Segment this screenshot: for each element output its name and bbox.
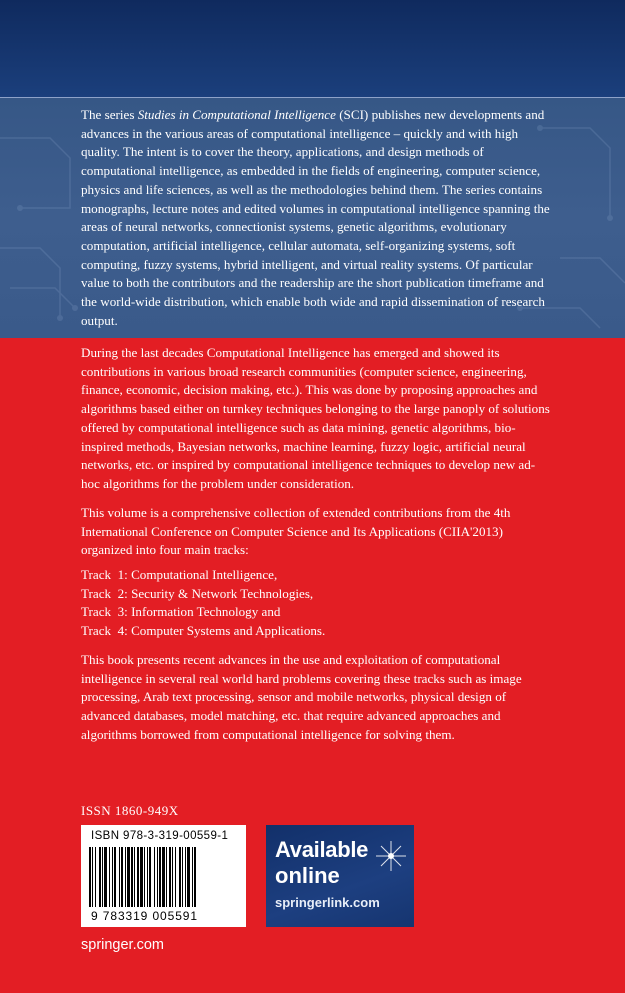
- top-band: [0, 0, 625, 97]
- track-item: Track 4: Computer Systems and Applications.: [81, 623, 326, 639]
- available-label: Available: [275, 837, 369, 862]
- isbn-number: ISBN 978-3-319-00559-1: [91, 830, 229, 842]
- description-paragraph-2: This volume is a comprehensive collection of extended contributions from the 4th International Conference on Computer Science and Its Applications (CIIA'2013) organized into four main tracks:: [81, 505, 511, 558]
- issn-number: ISSN 1860-949X: [81, 803, 179, 818]
- series-description-panel: [0, 98, 625, 338]
- barcode: [81, 825, 246, 927]
- description-paragraph-1: During the last decades Computational Intelligence has emerged and showed its contributions in various broad research communities (computer science, engineering, finance, economic, decision making, etc.). This was done by proposing approaches and algorithms based either on turnkey techniques belonging to the large panoply of solutions offered by computational intelligence such as data mining, genetic algorithms, bio-inspired methods, Bayesian networks, machine learning, fuzzy logic, artificial neural networks, etc. or inspired by computational intelligence techniques to develop new ad-hoc algorithms for the problem under consideration.: [81, 345, 550, 491]
- publisher-url[interactable]: springer.com: [81, 937, 165, 953]
- series-description: The series Studies in Computational Intelligence (SCI) publishes new developments and advances in the various areas of computational intelligence – quickly and with high quality. The intent is to cover the theory, applications, and design methods of computational intelligence, as embedded in the fields of engineering, computer science, physics and life sciences, as well as the methodologies behind them. The series contains monographs, lecture notes and edited volumes in computational intelligence spanning the areas of neural networks, connectionist systems, genetic algorithms, evolutionary computation, artificial intelligence, cellular automata, self-organizing systems, soft computing, fuzzy systems, hybrid intelligent, and virtual reality systems. Of particular value to both the contributors and the readership are the short publication timeframe and the world-wide distribution, which enable both wide and rapid dissemination of research output.: [81, 107, 550, 328]
- available-online-badge[interactable]: [266, 825, 414, 927]
- track-list: [81, 566, 325, 641]
- track-item: Track 3: Information Technology and: [81, 604, 281, 620]
- barcode-digits: 9 783319 005591: [91, 909, 198, 923]
- description-paragraph-3: This book presents recent advances in the use and exploitation of computational intelligence in several real world hard problems covering these tracks such as image processing, Arab text processing, sensor and mobile networks, physical design of advanced databases, model matching, etc. that require advanced approaches and algorithms borrowed from computational intelligence for solving them.: [81, 652, 522, 742]
- series-name: Studies in Computational Intelligence: [137, 107, 336, 122]
- track-item: Track 1: Computational Intelligence,: [81, 567, 278, 582]
- barcode-bars: [85, 847, 242, 909]
- online-label: online: [275, 863, 340, 888]
- springerlink-url[interactable]: springerlink.com: [275, 895, 380, 910]
- track-item: Track 2: Security & Network Technologies,: [81, 585, 314, 601]
- sparkle-icon: [374, 839, 408, 873]
